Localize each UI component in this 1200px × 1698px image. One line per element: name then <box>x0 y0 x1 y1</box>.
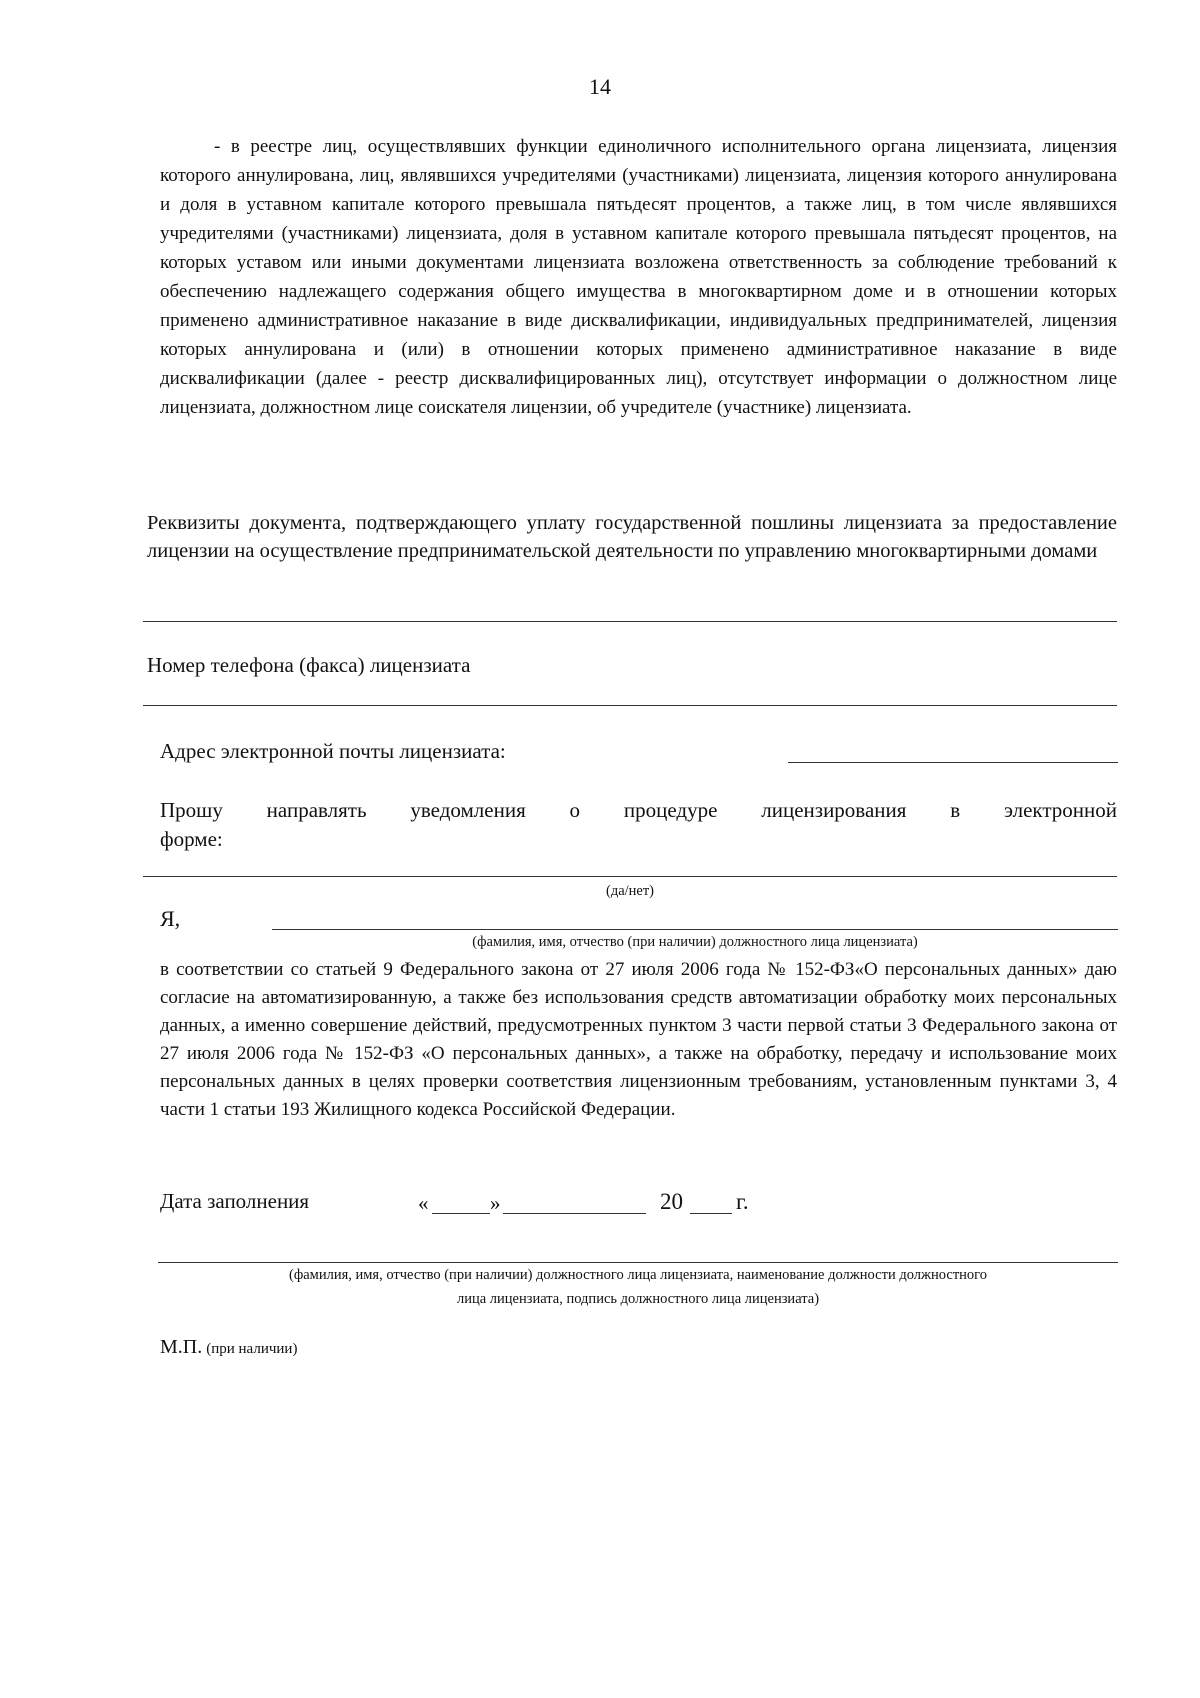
fee-document-line[interactable] <box>143 621 1117 622</box>
date-year-suffix: г. <box>736 1189 749 1214</box>
consent-paragraph: в соответствии со статьей 9 Федерального закона от 27 июля 2006 года № 152-ФЗ«О персональных данных» даю согласие на автоматизированную, а также без использования средств автоматизации обработку моих персональных данных, а именно совершение действий, предусмотренных пунктом 3 части первой статьи 3 Федерального закона от 27 июля 2006 года № 152-ФЗ «О персональных данных», а также на обработку, передачу и использование моих персональных данных в целях проверки соответствия лицензионным требованиям, установленным пунктами 3, 4 части 1 статьи 193 Жилищного кодекса Российской Федерации. <box>160 959 1117 1120</box>
date-year-line[interactable] <box>690 1213 732 1214</box>
notification-request-cont: форме: <box>160 827 223 851</box>
signature-caption-line2: лица лицензиата, подпись должностного лица лицензиата) <box>456 1291 820 1307</box>
registry-paragraph: - в реестре лиц, осуществлявших функции единоличного исполнительного органа лицензиата, лицензия которого аннулирована, лиц, являвшихся учредителями (участниками) лицензиата, лицензия которого аннулирована и доля в уставном капитале которого превышала пятьдесят процентов, а также лиц, в том числе являвшихся учредителями (участниками) лицензиата, доля в уставном капитале которого превышала пятьдесят процентов, на которых уставом или иными документами лицензиата возложена ответственность за соблюдение требований к обеспечению надлежащего содержания общего имущества в многоквартирном доме и в отношении которых применено административное наказание в виде дисквалификации, индивидуальных предпринимателей, лицензия которых аннулирована и (или) в отношении которых применено административное наказание в виде дисквалификации (далее - реестр дисквалифицированных лиц), отсутствует информации о должностном лице лицензиата, должностном лице соискателя лицензии, об учредителе (участнике) лицензиата. <box>160 136 1117 418</box>
date-day-line[interactable] <box>432 1213 490 1214</box>
phone-line[interactable] <box>143 705 1117 706</box>
date-close-quote: » <box>490 1191 501 1215</box>
seal-note-text: (при наличии) <box>206 1341 298 1357</box>
official-name-caption: (фамилия, имя, отчество (при наличии) должностного лица лицензиата) <box>472 934 918 950</box>
date-month-line[interactable] <box>503 1213 646 1214</box>
date-label: Дата заполнения <box>160 1189 310 1213</box>
yes-no-caption: (да/нет) <box>605 883 655 899</box>
signature-caption-line1: (фамилия, имя, отчество (при наличии) должностного лица лицензиата, наименование должности должностного <box>288 1267 988 1283</box>
yes-no-line[interactable] <box>143 876 1117 877</box>
official-name-line[interactable] <box>272 929 1118 930</box>
email-line[interactable] <box>788 762 1118 763</box>
email-label: Адрес электронной почты лицензиата: <box>160 739 506 763</box>
i-label: Я, <box>160 906 181 931</box>
phone-label: Номер телефона (факса) лицензиата <box>147 653 471 677</box>
signature-line[interactable] <box>158 1262 1118 1263</box>
notification-request: Прошу направлять уведомления о процедуре лицензирования в электронной <box>160 798 1117 822</box>
date-open-quote: « <box>418 1191 429 1215</box>
fee-document-label: Реквизиты документа, подтверждающего уплату государственной пошлины лицензиата за предоставление лицензии на осуществление предпринимательской деятельности по управлению многоквартирными домами <box>147 512 1117 562</box>
page-number: 14 <box>589 74 611 99</box>
date-century: 20 <box>660 1189 683 1214</box>
seal-note <box>160 1336 297 1359</box>
seal-label: М.П. <box>160 1336 203 1358</box>
